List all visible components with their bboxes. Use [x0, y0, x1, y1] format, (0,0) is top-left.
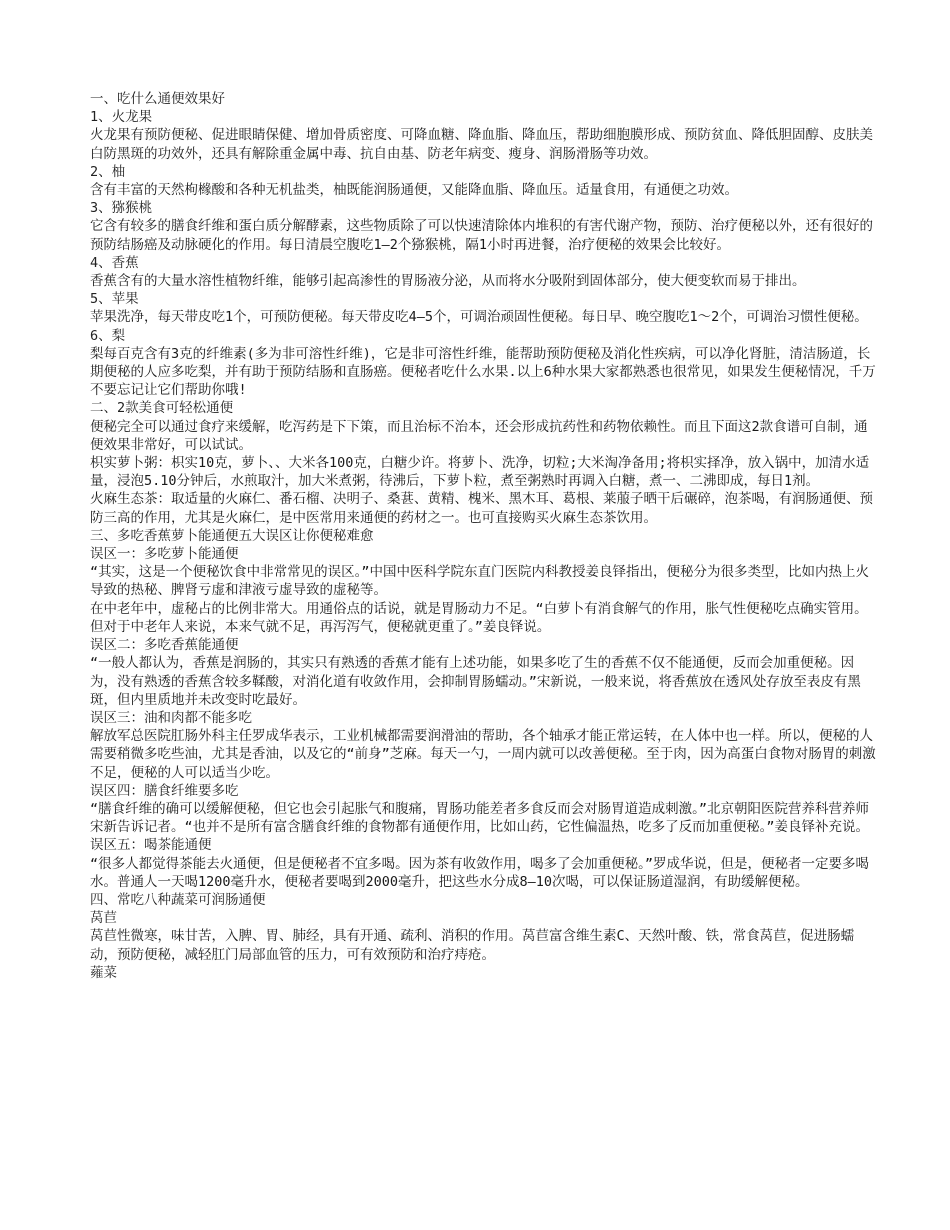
item-heading-dragon-fruit: 1、火龙果	[90, 109, 153, 126]
section-heading-2: 二、2款美食可轻松通便	[90, 400, 234, 417]
veg-heading-water-spinach: 蕹菜	[90, 964, 117, 981]
paragraph-pear: 梨每百克含有3克的纤维素(多为非可溶性纤维)，它是非可溶性纤维，能帮助预防便秘及消化性疾病，可以净化肾脏，清洁肠道，长期便秘的人应多吃梨，并有助于预防结肠和直肠癌。便秘者吃什么水果.以上6种水果大家都熟悉也很常见，如果发生便秘情况，千万不要忘记让它们帮助你哦!	[90, 345, 876, 399]
document-body	[90, 90, 880, 982]
section-heading-4: 四、常吃八种蔬菜可润肠通便	[90, 891, 266, 908]
paragraph-myth-4: “膳食纤维的确可以缓解便秘，但它也会引起胀气和腹痛，胃肠功能差者多食反而会对肠胃道造成刺激。”北京朝阳医院营养科营养师宋新告诉记者。“也并不是所有富含膳食纤维的食物都有通便作用，比如山药，它性偏温热，吃多了反而加重便秘。”姜良铎补充说。	[90, 800, 870, 836]
paragraph-myth-5: “很多人都觉得茶能去火通便，但是便秘者不宜多喝。因为茶有收敛作用，喝多了会加重便秘。”罗成华说，但是，便秘者一定要多喝水。普通人一天喝1200毫升水，便秘者要喝到2000毫升，把这些水分成8—10次喝，可以保证肠道湿润，有助缓解便秘。	[90, 855, 870, 890]
paragraph-myth-2: “一般人都认为，香蕉是润肠的，其实只有熟透的香蕉才能有上述功能，如果多吃了生的香蕉不仅不能通便，反而会加重便秘。因为，没有熟透的香蕉含较多鞣酸，对消化道有收敛作用，会抑制胃肠蠕动。”宋新说，一般来说，将香蕉放在透风处存放至表皮有黑斑，但内里质地并未改变时吃最好。	[90, 655, 861, 708]
paragraph-pomelo: 含有丰富的天然枸橼酸和各种无机盐类，柚既能润肠通便，又能降血脂、降血压。适量食用，有通便之功效。	[90, 182, 738, 199]
myth-heading-5: 误区五：喝茶能通便	[90, 837, 212, 854]
item-heading-pear: 6、梨	[90, 327, 126, 344]
section-heading-3: 三、多吃香蕉萝卜能通便五大误区让你便秘难愈	[90, 527, 374, 544]
item-heading-kiwi: 3、猕猴桃	[90, 200, 153, 217]
paragraph-dragon-fruit: 火龙果有预防便秘、促进眼睛保健、增加骨质密度、可降血糖、降血脂、降血压，帮助细胞膜形成、预防贫血、降低胆固醇、皮肤美白防黑斑的功效外，还具有解除重金属中毒、抗自由基、防老年病变、瘦身、润肠滑肠等功效。	[90, 127, 873, 162]
myth-heading-2: 误区二：多吃香蕉能通便	[90, 637, 239, 654]
paragraph-myth-1b: 在中老年中，虚秘占的比例非常大。用通俗点的话说，就是胃肠动力不足。“白萝卜有消食解气的作用，胀气性便秘吃点确实管用。但对于中老年人来说，本来气就不足，再泻泻气，便秘就更重了。”姜良铎说。	[90, 600, 868, 635]
paragraph-recipes-intro: 便秘完全可以通过食疗来缓解，吃泻药是下下策，而且治标不治本，还会形成抗药性和药物依赖性。而且下面这2款食谱可自制，通便效果非常好，可以试试。	[90, 418, 868, 453]
item-heading-apple: 5、苹果	[90, 291, 139, 308]
paragraph-banana: 香蕉含有的大量水溶性植物纤维，能够引起高渗性的胃肠液分泌，从而将水分吸附到固体部分，使大便变软而易于排出。	[90, 273, 806, 290]
paragraph-recipe-tea: 火麻生态茶：取适量的火麻仁、番石榴、决明子、桑葚、黄精、槐米、黑木耳、葛根、莱菔子晒干后碾碎，泡茶喝，有润肠通便、预防三高的作用，尤其是火麻仁，是中医常用来通便的药材之一。也可直接购买火麻生态茶饮用。	[90, 491, 873, 526]
paragraph-apple: 苹果洗净，每天带皮吃1个，可预防便秘。每天带皮吃4—5个，可调治顽固性便秘。每日早、晚空腹吃1～2个，可调治习惯性便秘。	[90, 309, 868, 326]
paragraph-kiwi: 它含有较多的膳食纤维和蛋白质分解酵素，这些物质除了可以快速清除体内堆积的有害代谢产物，预防、治疗便秘以外，还有很好的预防结肠癌及动脉硬化的作用。每日清晨空腹吃1—2个猕猴桃，隔1小时再进餐，治疗便秘的效果会比较好。	[90, 218, 873, 253]
myth-heading-4: 误区四：膳食纤维要多吃	[90, 782, 239, 799]
section-heading-1: 一、吃什么通便效果好	[90, 91, 225, 107]
myth-heading-3: 误区三：油和肉都不能多吃	[90, 709, 252, 726]
veg-heading-lettuce: 莴苣	[90, 910, 117, 927]
paragraph-recipe-porridge: 枳实萝卜粥：枳实10克，萝卜、、大米各100克，白糖少许。将萝卜、洗净，切粒;大米淘净备用;将枳实择净，放入锅中，加清水适量，浸泡5.10分钟后，水煎取汁，加大米煮粥，待沸后，下萝卜粒，煮至粥熟时再调入白糖，煮一、二沸即成，每日1剂。	[90, 455, 870, 490]
paragraph-lettuce: 莴苣性微寒，味甘苦，入脾、胃、肺经，具有开通、疏利、消积的作用。莴苣富含维生素C、天然叶酸、铁，常食莴苣，促进肠蠕动，预防便秘，减轻肛门局部血管的压力，可有效预防和治疗痔疮。	[90, 928, 855, 963]
item-heading-pomelo: 2、柚	[90, 163, 126, 180]
myth-heading-1: 误区一：多吃萝卜能通便	[90, 546, 239, 563]
item-heading-banana: 4、香蕉	[90, 254, 139, 271]
paragraph-myth-1a: “其实，这是一个便秘饮食中非常常见的误区。”中国中医科学院东直门医院内科教授姜良铎指出，便秘分为很多类型，比如内热上火导致的热秘、脾肾亏虚和津液亏虚导致的虚秘等。	[90, 564, 870, 599]
paragraph-myth-3: 解放军总医院肛肠外科主任罗成华表示，工业机械都需要润滑油的帮助，各个轴承才能正常运转，在人体中也一样。所以，便秘的人需要稍微多吃些油，尤其是香油，以及它的“前身”芝麻。每天一勺，一周内就可以改善便秘。至于肉，因为高蛋白食物对肠胃的刺激不足，便秘的人可以适当少吃。	[90, 728, 876, 781]
